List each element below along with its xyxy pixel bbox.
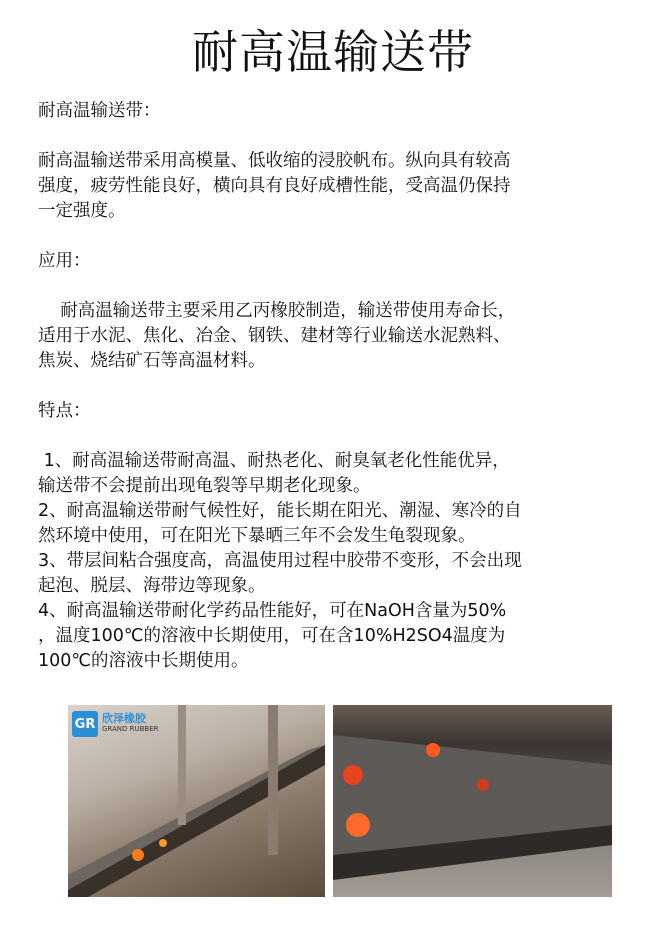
hot-material-photo bbox=[333, 705, 612, 897]
text-line: 2、耐高温输送带耐气候性好，能长期在阳光、潮湿、寒冷的自 bbox=[38, 501, 522, 521]
document-body bbox=[38, 99, 638, 674]
text-line: 耐高温输送带主要采用乙丙橡胶制造，输送带使用寿命长， bbox=[38, 301, 516, 321]
text-line: 适用于水泥、焦化、冶金、钢铁、建材等行业输送水泥熟料、 bbox=[38, 326, 511, 346]
text-line: 耐高温输送带： bbox=[38, 101, 161, 121]
page-title: 耐高温输送带 bbox=[192, 25, 474, 79]
conveyor-belt-photo bbox=[68, 705, 325, 897]
text-line: 特点： bbox=[38, 401, 91, 421]
text-line bbox=[38, 424, 638, 449]
logo-name-en: GRAND RUBBER bbox=[102, 725, 159, 733]
text-line: 4、耐高温输送带耐化学药品性能好，可在NaOH含量为50% bbox=[38, 601, 507, 621]
text-line: 起泡、脱层、海带边等现象。 bbox=[38, 576, 266, 596]
text-line: 100℃的溶液中长期使用。 bbox=[38, 651, 249, 671]
text-line: 一定强度。 bbox=[38, 201, 126, 221]
text-line bbox=[38, 374, 638, 399]
text-line: 输送带不会提前出现龟裂等早期老化现象。 bbox=[38, 476, 371, 496]
text-line: 耐高温输送带采用高模量、低收缩的浸胶帆布。纵向具有较高 bbox=[38, 151, 511, 171]
text-line: 强度，疲劳性能良好，横向具有良好成槽性能，受高温仍保持 bbox=[38, 176, 511, 196]
text-line: ，温度100℃的溶液中长期使用，可在含10%H2SO4温度为 bbox=[38, 626, 506, 646]
logo-name-cn: 欣泽橡胶 bbox=[102, 712, 146, 725]
text-line bbox=[38, 274, 638, 299]
hot-clinker-illustration bbox=[333, 705, 612, 897]
text-line: 3、带层间粘合强度高，高温使用过程中胶带不变形，不会出现 bbox=[38, 551, 522, 571]
logo-mark: GR bbox=[72, 711, 98, 737]
text-line bbox=[38, 224, 638, 249]
brand-logo bbox=[72, 711, 159, 737]
text-line: 然环境中使用，可在阳光下暴晒三年不会发生龟裂现象。 bbox=[38, 526, 476, 546]
text-line: 应用： bbox=[38, 251, 91, 271]
text-line: 焦炭、烧结矿石等高温材料。 bbox=[38, 351, 266, 371]
text-line: 1、耐高温输送带耐高温、耐热老化、耐臭氧老化性能优异， bbox=[38, 451, 510, 471]
text-line bbox=[38, 124, 638, 149]
